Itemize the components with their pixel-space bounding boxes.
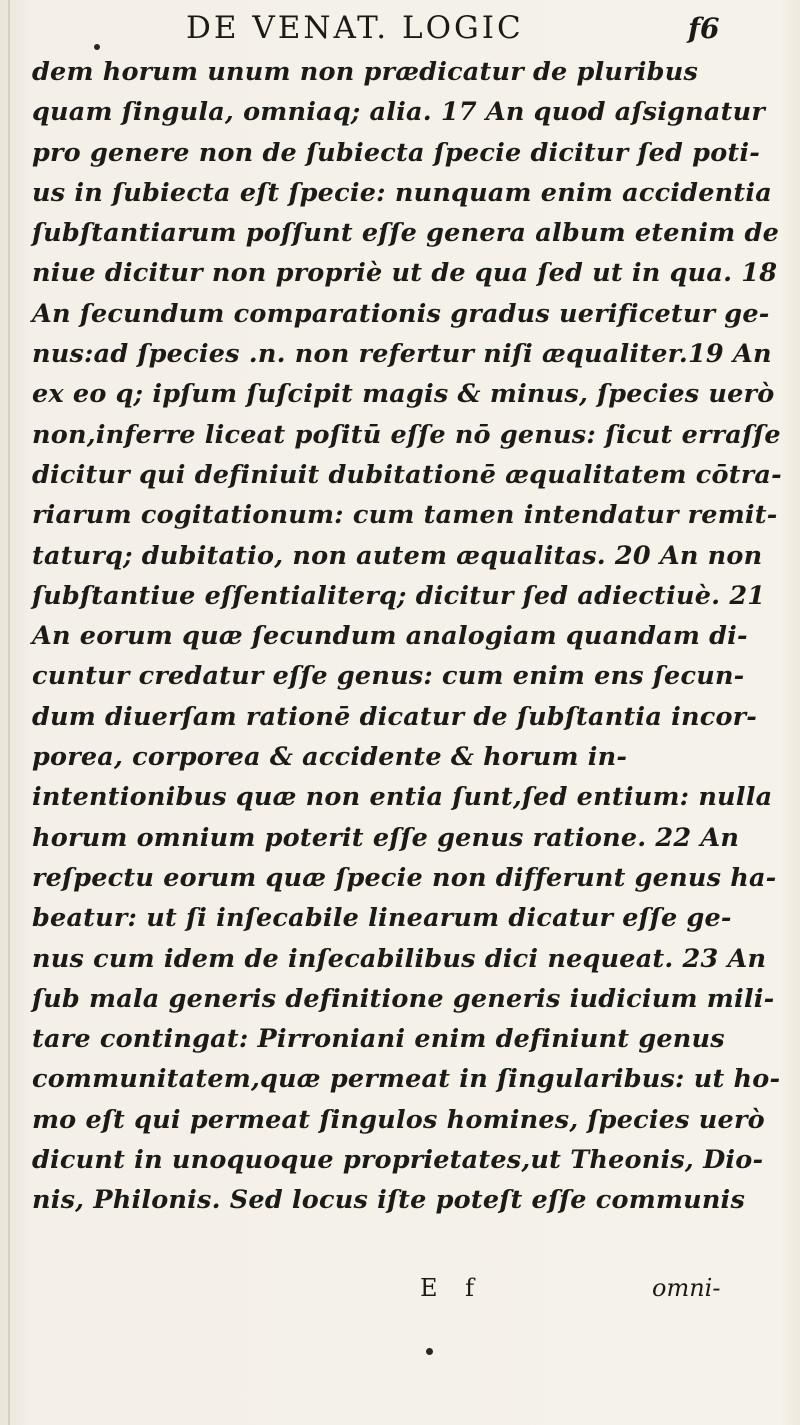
page-header [0,2,800,58]
text-line: An ſecundum comparationis gradus uerificetur ge- [32,298,770,329]
text-line: taturq; dubitatio, non autem æqualitas. 20 An non [32,540,763,571]
text-line: quam ſingula, omniaq; alia. 17 An quod aſsignatur [32,97,765,128]
ink-speck [426,1348,433,1355]
text-line: horum omnium poterit eſſe genus ratione. 22 An [32,822,740,853]
signature-mark: E f [420,1274,485,1302]
text-line: mo eſt qui permeat ſingulos homines, ſpecies uerò [32,1104,765,1135]
ink-speck [94,44,100,50]
text-line: dicitur qui definiuit dubitationē æqualitatem cōtra- [32,459,782,490]
text-line: ſubſtantiarum poſſunt eſſe genera album etenim de [32,218,780,249]
page-gutter [8,0,10,1425]
text-line: riarum cogitationum: cum tamen intendatur remit- [32,500,778,531]
running-title: DE VENAT. LOGIC [186,10,524,46]
text-line: beatur: ut ſi inſecabile linearum dicatur eſſe ge- [32,903,732,934]
text-line: niue dicitur non propriè ut de qua ſed ut in qua. 18 [32,258,778,289]
text-line: reſpectu eorum quæ ſpecie non differunt genus ha- [32,862,777,893]
text-line: ſubſtantiue eſſentialiterq; dicitur ſed adiectiuè. 21 [32,580,766,611]
page-footer [0,1270,800,1310]
body-text [32,52,792,1221]
text-line: non,inferre liceat poſitū eſſe nō genus: ſicut erraſſe [32,419,781,450]
text-line: cuntur credatur eſſe genus: cum enim ens ſecun- [32,661,745,692]
text-line: us in ſubiecta eſt ſpecie: nunquam enim accidentia [32,177,772,208]
text-line: An eorum quæ ſecundum analogiam quandam di- [32,621,748,652]
text-line: dem horum unum non prædicatur de pluribus [32,57,698,87]
text-line: communitatem,quæ permeat in ſingularibus: ut ho- [32,1064,781,1095]
text-line: ſub mala generis definitione generis iudicium mili- [32,983,775,1014]
text-line: nus:ad ſpecies .n. non refertur niſi æqualiter.19 An [32,339,772,370]
text-line: nis, Philonis. Sed locus iſte poteſt eſſe communis [32,1185,746,1216]
text-line: tare contingat: Pirroniani enim definiunt genus [32,1024,725,1055]
text-line: dum diuerſam rationē dicatur de ſubſtantia incor- [32,701,758,732]
folio-number: f6 [688,12,720,45]
text-line: nus cum idem de inſecabilibus dici nequeat. 23 An [32,943,767,974]
catchword: omni- [652,1274,721,1302]
text-line: dicunt in unoquoque proprietates,ut Theonis, Dio- [32,1145,764,1176]
text-line: intentionibus quæ non entia ſunt,ſed entium: nulla [32,782,773,813]
text-line: pro genere non de ſubiecta ſpecie dicitur ſed poti- [32,137,761,168]
text-line: ex eo q; ipſum ſuſcipit magis & minus, ſpecies uerò [32,379,775,410]
text-line: porea, corporea & accidente & horum in- [32,742,628,773]
